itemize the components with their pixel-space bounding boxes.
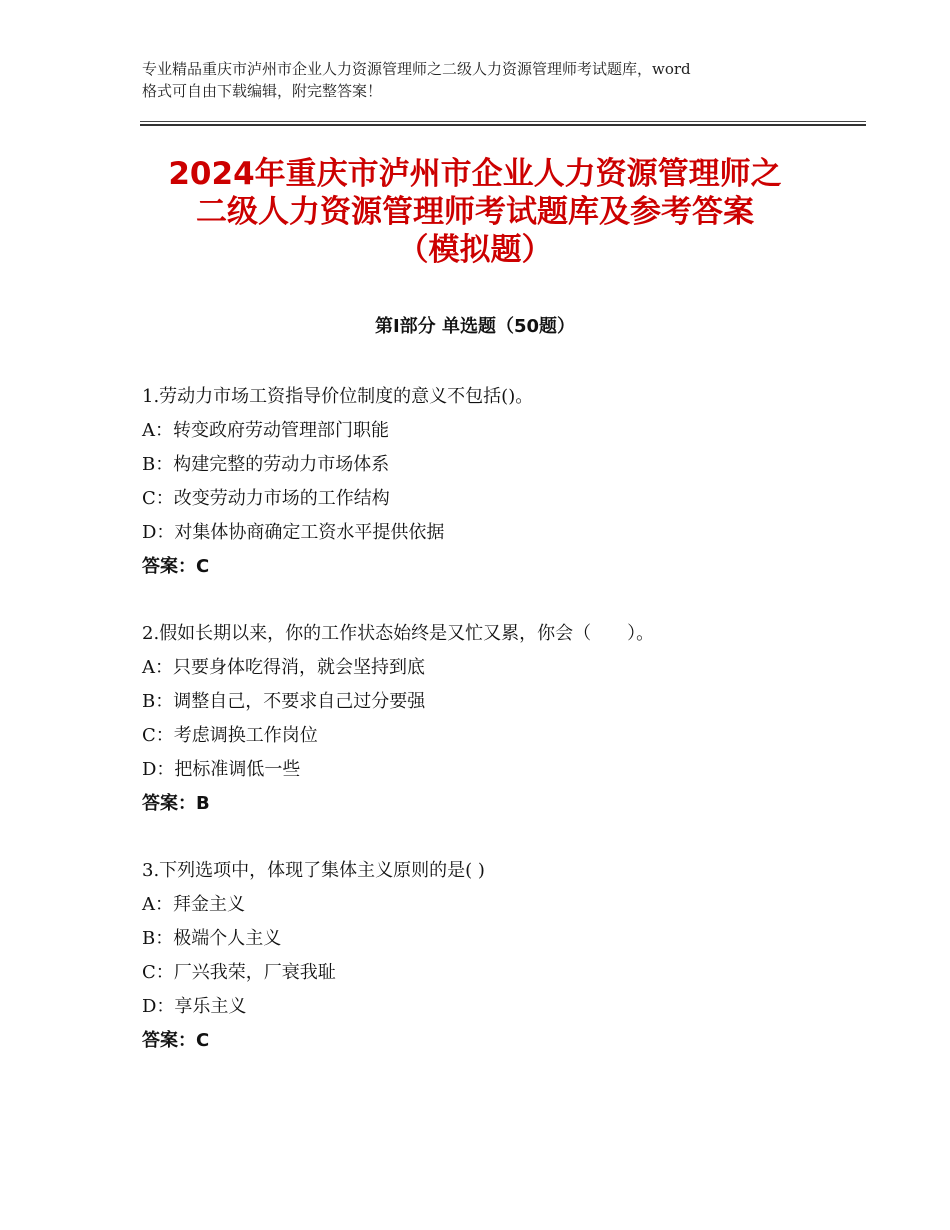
answer: 答案：C bbox=[142, 556, 210, 577]
header-divider-thin bbox=[140, 121, 866, 122]
answer: 答案：C bbox=[142, 1030, 210, 1051]
option-b: B：调整自己，不要求自己过分要强 bbox=[142, 691, 426, 712]
question-stem: 3.下列选项中，体现了集体主义原则的是( ) bbox=[142, 860, 485, 881]
header-note-line-2: 格式可自由下载编辑，附完整答案！ bbox=[142, 82, 383, 100]
option-c: C：改变劳动力市场的工作结构 bbox=[142, 488, 390, 509]
option-d: D：享乐主义 bbox=[142, 996, 247, 1017]
question-item bbox=[142, 380, 862, 584]
header-note bbox=[142, 58, 832, 102]
option-a: A：只要身体吃得消，就会坚持到底 bbox=[142, 657, 425, 678]
question-stem: 1.劳动力市场工资指导价位制度的意义不包括()。 bbox=[142, 386, 534, 407]
document-title bbox=[100, 155, 850, 269]
option-a: A：转变政府劳动管理部门职能 bbox=[142, 420, 389, 441]
header-divider-thick bbox=[140, 124, 866, 126]
option-a: A：拜金主义 bbox=[142, 894, 245, 915]
document-title-line-1: 2024年重庆市泸州市企业人力资源管理师之 bbox=[168, 156, 782, 192]
question-stem: 2.假如长期以来，你的工作状态始终是又忙又累，你会（ ）。 bbox=[142, 623, 655, 644]
document-title-line-2: 二级人力资源管理师考试题库及参考答案 bbox=[196, 194, 754, 230]
option-b: B：构建完整的劳动力市场体系 bbox=[142, 454, 390, 475]
option-d: D：把标准调低一些 bbox=[142, 759, 301, 780]
header-note-line-1: 专业精品重庆市泸州市企业人力资源管理师之二级人力资源管理师考试题库，word bbox=[142, 60, 691, 78]
section-title: 第Ⅰ部分 单选题（50题） bbox=[374, 316, 575, 337]
question-list bbox=[142, 380, 862, 1091]
option-d: D：对集体协商确定工资水平提供依据 bbox=[142, 522, 445, 543]
option-c: C：厂兴我荣，厂衰我耻 bbox=[142, 962, 336, 983]
option-b: B：极端个人主义 bbox=[142, 928, 282, 949]
answer: 答案：B bbox=[142, 793, 210, 814]
question-item bbox=[142, 617, 862, 821]
document-title-line-3: （模拟题） bbox=[397, 232, 553, 268]
option-c: C：考虑调换工作岗位 bbox=[142, 725, 318, 746]
question-item bbox=[142, 854, 862, 1058]
